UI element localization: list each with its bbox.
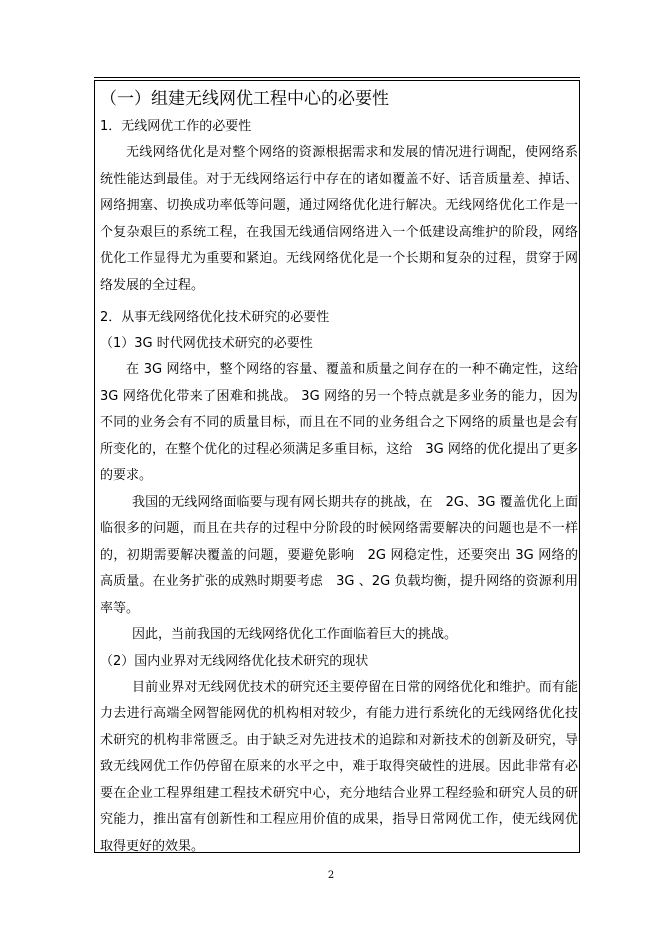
subsection-2-2-paragraph: 目前业界对无线网优技术的研究还主要停留在日常的网络优化和维护。而有能力去进行高端全网智能网优的机构相对较少，有能力进行系统化的无线网络优化技术研究的机构非常匮乏。由于缺乏对先进技术的追踪和对新技术的创新及研究，导致无线网优工作仍停留在原来的水平之中，难于取得突破性的进展。因此非常有必要在企业工程界组建工程技术研究中心，充分地结合业界工程经验和研究人员的研究能力，推出富有创新性和工程应用价值的成果，指导日常网优工作，使无线网优取得更好的效果。 (100, 679, 578, 854)
subsection-2-1-paragraph-3: 因此，当前我国的无线网络优化工作面临着巨大的挑战。 (132, 627, 458, 642)
subsection-2-1-paragraph-1: 在 3G 网络中，整个网络的容量、覆盖和质量之间存在的一种不确定性，这给 3G 网络优化带来了困难和挑战。 3G 网络的另一个特点就是多业务的能力，因为不同的业务会有不同的质量目标，而且在不同的业务组合之下网络的质量也是会有所变化的，在整个优化的过程必须满足多重目标，这给 3G 网络的优化提出了更多的要求。 (100, 362, 578, 483)
subsection-2-1-title: （1）3G 时代网优技术研究的必要性 (100, 336, 313, 351)
document-body (100, 84, 578, 860)
subsection-1-title: 1．无线网优工作的必要性 (100, 119, 252, 134)
page-number: 2 (327, 870, 335, 881)
subsection-1-paragraph: 无线网络优化是对整个网络的资源根据需求和发展的情况进行调配，使网络系统性能达到最佳。对于无线网络运行中存在的诸如覆盖不好、话音质量差、掉话、网络拥塞、切换成功率低等问题，通过网络优化进行解决。无线网络优化工作是一个复杂艰巨的系统工程，在我国无线通信网络进入一个低建设高维护的阶段，网络优化工作显得尤为重要和紧迫。无线网络优化是一个长期和复杂的过程，贯穿于网络发展的全过程。 (100, 145, 578, 293)
subsection-2-title: 2．从事无线网络优化技术研究的必要性 (100, 310, 330, 325)
subsection-2-1-paragraph-2: 我国的无线网络面临要与现有网长期共存的挑战，在 2G、3G 覆盖优化上面临很多的问题，而且在共存的过程中分阶段的时候网络需要解决的问题也是不一样的，初期需要解决覆盖的问题，要避免影响 2G 网稳定性，还要突出 3G 网络的高质量。在业务扩张的成熟时期要考虑 3G 、2G 负载均衡，提升网络的资源利用率等。 (100, 494, 578, 616)
section-heading: （一）组建无线网优工程中心的必要性 (100, 89, 389, 109)
subsection-2-2-title: （2）国内业界对无线网络优化技术研究的现状 (100, 653, 369, 669)
